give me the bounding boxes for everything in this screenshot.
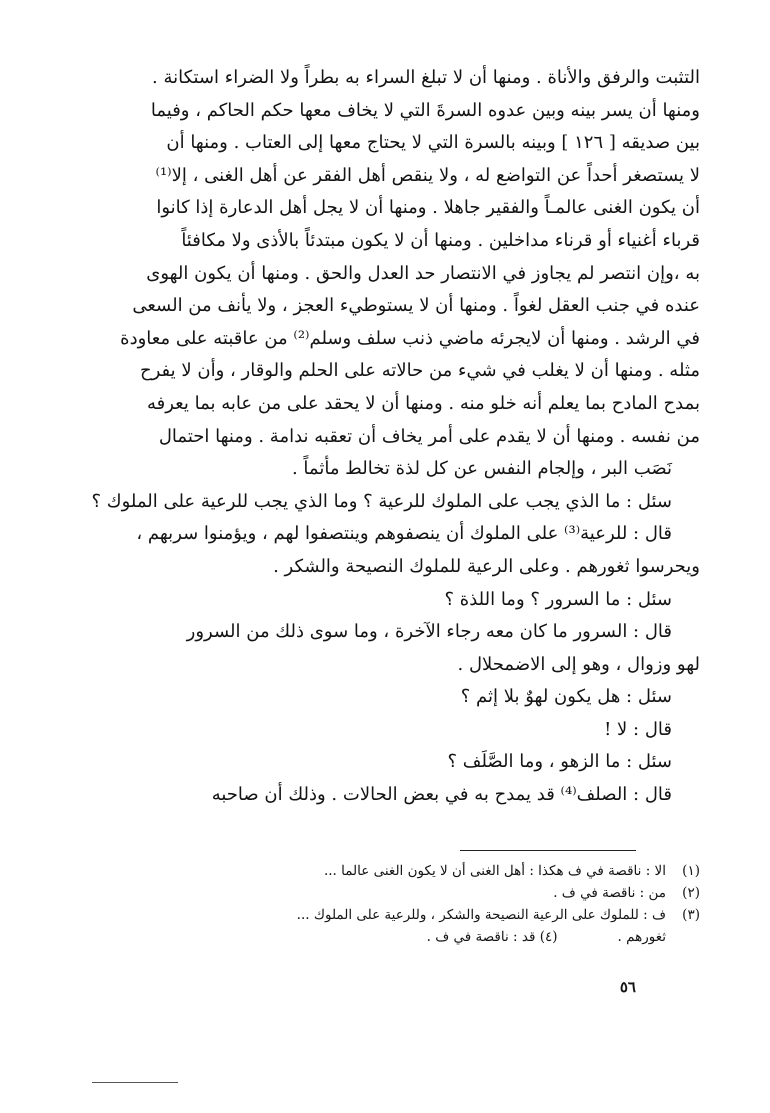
question-line: سئل : ما السرور ؟ وما اللذة ؟ bbox=[444, 588, 672, 610]
text-line: نَصَب البر ، وإلجام النفس عن كل لذة تخالط مأثماً . bbox=[291, 458, 672, 480]
text-line: ومنها أن يسر بينه وبين عدوه السرةَ التي لا يخاف معها حكم الحاكم ، وفيما bbox=[150, 99, 700, 121]
footnote-text: ف : للملوك على الرعية النصيحة والشكر ، وللرعية على الملوك ... bbox=[296, 907, 666, 923]
footnote bbox=[112, 926, 700, 948]
question-line: سئل : ما الزهو ، وما الصَّلَف ؟ bbox=[447, 751, 672, 773]
text-line: بين صديقه [ ١٢٦ ] وبينه بالسرة التي لا يحتاج معها إلى العتاب . ومنها أن bbox=[166, 132, 700, 154]
question-line: سئل : هل يكون لهوٌ بلا إثم ؟ bbox=[460, 686, 672, 708]
page-number: ٥٦ bbox=[619, 978, 636, 996]
text-line: أن يكون الغنى عالمـاً والفقير جاهلا . ومنها أن لا يجل أهل الدعارة إذا كانوا bbox=[156, 197, 700, 219]
question-line: سئل : ما الذي يجب على الملوك للرعية ؟ وما الذي يجب للرعية على الملوك ؟ bbox=[91, 490, 672, 512]
text-line: التثبت والرفق والأناة . ومنها أن لا تبلغ السراء به بطراً ولا الضراء استكانة . bbox=[152, 67, 700, 88]
footnote-number: (١) bbox=[682, 863, 700, 879]
answer-line: قال : لا ! bbox=[604, 718, 672, 740]
answer-continuation: لهو وزوال ، وهو إلى الاضمحلال . bbox=[457, 653, 700, 675]
footnote bbox=[112, 860, 700, 882]
text-line: مثله . ومنها أن لا يغلب في شيء من حالاته على الحلم والوقار ، وأن لا يفرح bbox=[139, 360, 700, 382]
main-text bbox=[84, 62, 700, 812]
footnote-text: الا : ناقصة في ف هكذا : أهل الغنى أن لا يكون الغنى عالما ... bbox=[323, 863, 666, 879]
text-line: به ،وإن انتصر لم يجاوز في الانتصار حد العدل والحق . ومنها أن يكون الهوى bbox=[146, 262, 700, 284]
scan-edge-line bbox=[92, 1082, 178, 1083]
text-line: قرباء أغنياء أو قرناء مداخلين . ومنها أن لا يكون مبتدئاً بالأذى ولا مكافئاً bbox=[181, 229, 700, 251]
footnote-number: (٢) bbox=[682, 885, 700, 901]
answer-line: قال : السرور ما كان معه رجاء الآخرة ، وما سوى ذلك من السرور bbox=[186, 621, 672, 643]
text-line: عنده في جنب العقل لغواً . ومنها أن لا يستوطيء العجز ، ولا يأنف من السعى bbox=[132, 295, 700, 317]
footnotes bbox=[112, 860, 700, 948]
text-line: من نفسه . ومنها أن لا يقدم على أمر يخاف أن تعقبه ندامة . ومنها احتمال bbox=[158, 425, 700, 447]
answer-continuation: ويحرسوا ثغورهم . وعلى الرعية للملوك النصيحة والشكر . bbox=[273, 555, 700, 577]
footnote-number: (٣) bbox=[682, 907, 700, 923]
footnote bbox=[112, 904, 700, 926]
text-line: بمدح المادح بما يعلم أنه خلو منه . ومنها أن لا يحقد على من عابه بما يعرفه bbox=[147, 392, 700, 414]
text-line: في الرشد . ومنها أن لايجرئه ماضي ذنب سلف وسلم⁽²⁾ من عاقبته على معاودة bbox=[120, 327, 700, 349]
footnote-continuation: ثغورهم . bbox=[617, 929, 666, 945]
footnote-text: قد : ناقصة في ف . bbox=[426, 929, 536, 945]
footnote bbox=[112, 882, 700, 904]
text-line: لا يستصغر أحداً عن التواضع له ، ولا ينقص أهل الفقر عن أهل الغنى ، إلا⁽¹⁾ bbox=[155, 164, 700, 186]
answer-line: قال : الصلف⁽⁴⁾ قد يمدح به في بعض الحالات . وذلك أن صاحبه bbox=[211, 784, 672, 806]
answer-line: قال : للرعية⁽³⁾ على الملوك أن ينصفوهم وينتصفوا لهم ، ويؤمنوا سربهم ، bbox=[136, 523, 672, 545]
footnote-text: من : ناقصة في ف . bbox=[553, 885, 666, 901]
footnote-divider bbox=[460, 850, 636, 851]
footnote-number: (٤) bbox=[539, 929, 558, 945]
